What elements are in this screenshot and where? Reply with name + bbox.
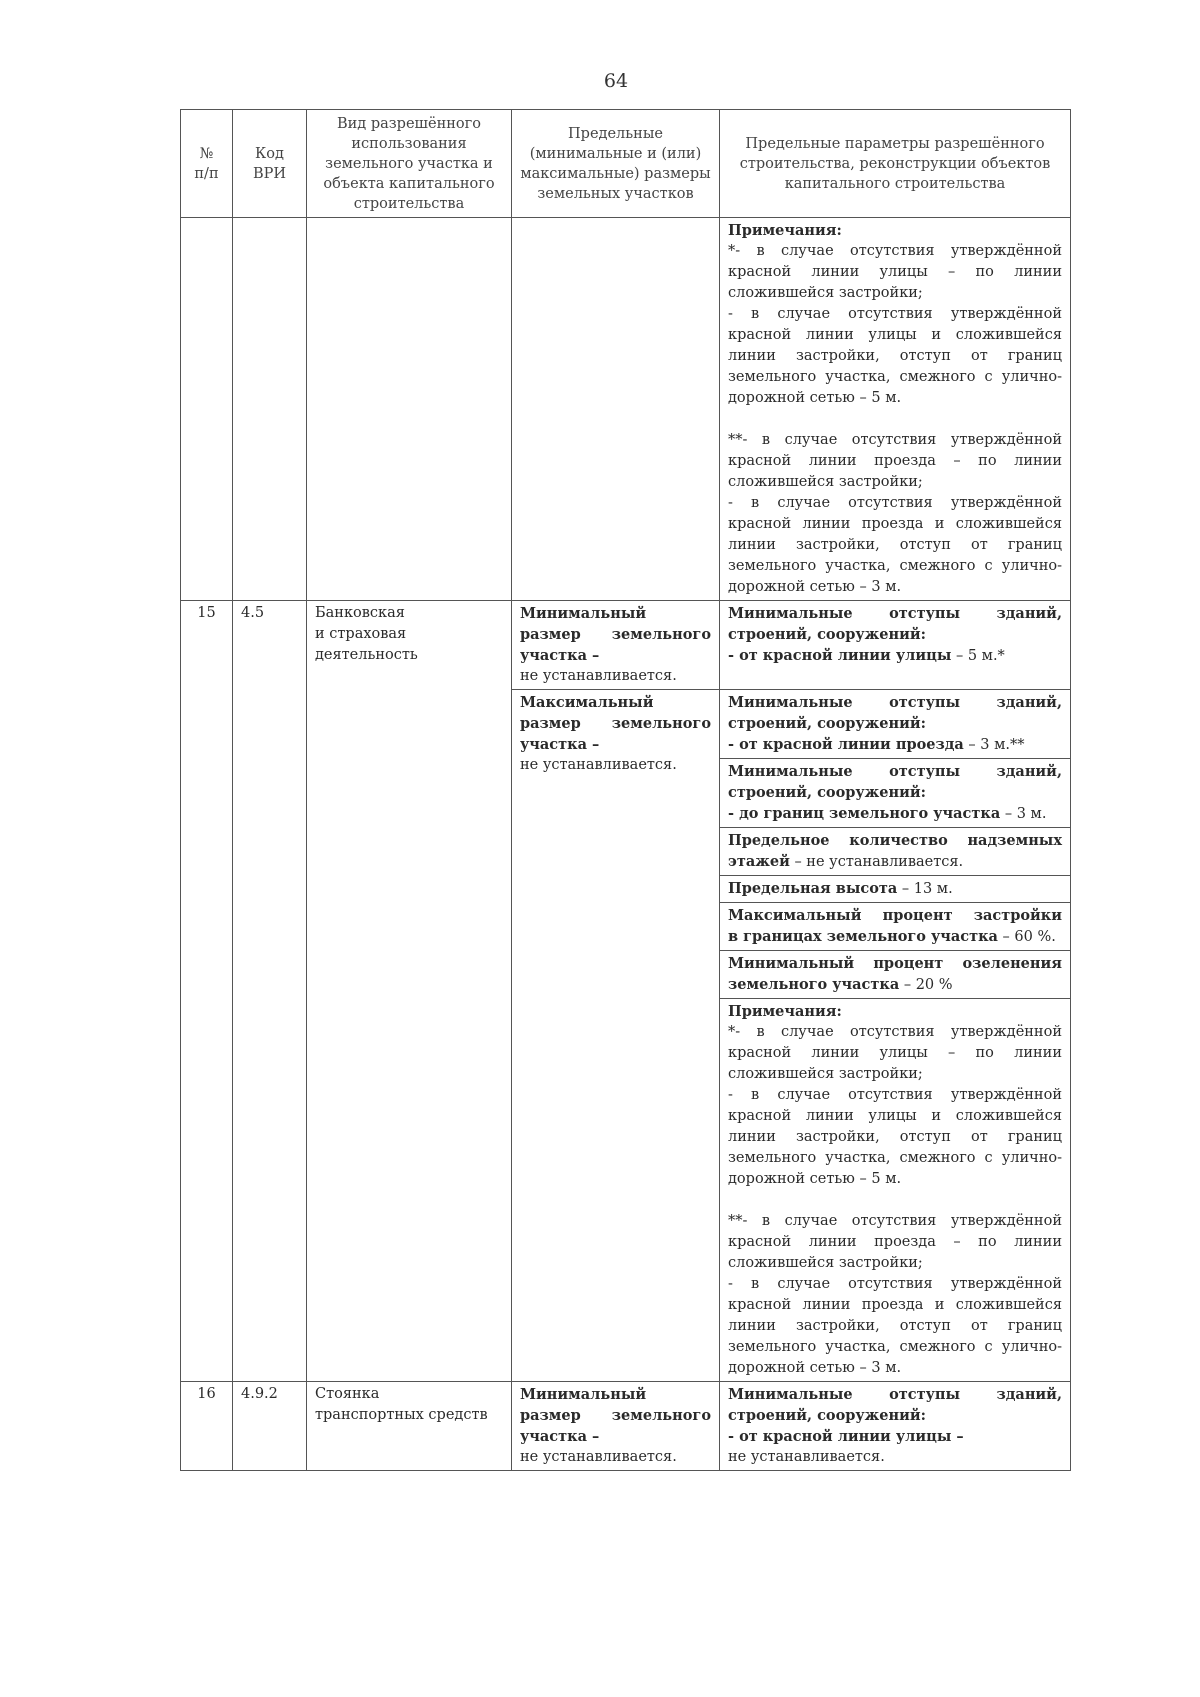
param-setback-driveway: Минимальные отступы зданий, строений, сооружений: - от красной линии проезда – 3 м.** [720, 690, 1071, 759]
header-code: Код ВРИ [233, 110, 307, 218]
min-size-cell: Минимальный размер земельного участка – не устанавливается. [512, 1382, 720, 1471]
table-row [181, 218, 1071, 601]
notes-title: Примечания: [728, 1003, 842, 1020]
param-green-percent: Минимальный процент озеленения земельного участка – 20 % [720, 951, 1071, 999]
page-number: 64 [603, 70, 629, 92]
table-row [181, 601, 1071, 690]
header-params: Предельные параметры разрешённого строительства, реконструкции объектов капитального строительства [720, 110, 1071, 218]
table-row [181, 1382, 1071, 1471]
row-num: 16 [181, 1382, 233, 1471]
table-header-row [181, 110, 1071, 218]
param-build-percent: Максимальный процент застройки в границах земельного участка – 60 %. [720, 903, 1071, 951]
row-kind: Стоянка транспортных средств [307, 1382, 512, 1471]
min-size-cell: Минимальный размер земельного участка – не устанавливается. [512, 601, 720, 690]
row-kind: Банковская и страховая деятельность [307, 601, 512, 1382]
param-setback-street: Минимальные отступы зданий, строений, сооружений: - от красной линии улицы – 5 м.* [720, 601, 1071, 690]
row-code: 4.5 [233, 601, 307, 1382]
header-num: № п/п [181, 110, 233, 218]
notes-cell: Примечания: *- в случае отсутствия утверждённой красной линии улицы – по линии сложившейся застройки; - в случае отсутствия утверждённой красной линии улицы и сложившейся линии застройки, отступ от границ земельного участка, смежного с улично- дорожной сетью – 5 м. **- в случае отсутствия утверждённой красной линии проезда – по линии сложившейся застройки; - в случае отсутствия утверждённой красной линии проезда и сложившейся линии застройки, отступ от границ земельного участка, смежного с улично- дорожной сетью – 3 м. [720, 218, 1071, 601]
notes-cell: Примечания: *- в случае отсутствия утверждённой красной линии улицы – по линии сложившейся застройки; - в случае отсутствия утверждённой красной линии улицы и сложившейся линии застройки, отступ от границ земельного участка, смежного с улично- дорожной сетью – 5 м. **- в случае отсутствия утверждённой красной линии проезда – по линии сложившейся застройки; - в случае отсутствия утверждённой красной линии проезда и сложившейся линии застройки, отступ от границ земельного участка, смежного с улично- дорожной сетью – 3 м. [720, 999, 1071, 1382]
notes-title: Примечания: [728, 222, 842, 239]
header-kind: Вид разрешённого использования земельного участка и объекта капитального строительства [307, 110, 512, 218]
max-size-cell: Максимальный размер земельного участка – не устанавливается. [512, 690, 720, 1382]
regulations-table [180, 109, 1071, 1471]
row-code: 4.9.2 [233, 1382, 307, 1471]
param-floors: Предельное количество надземных этажей – не устанавливается. [720, 828, 1071, 876]
header-sizes: Предельные (минимальные и (или) максимальные) размеры земельных участков [512, 110, 720, 218]
param-setback-boundary: Минимальные отступы зданий, строений, сооружений: - до границ земельного участка – 3 м. [720, 759, 1071, 828]
param-height: Предельная высота – 13 м. [720, 876, 1071, 903]
row-num: 15 [181, 601, 233, 1382]
param-setback-street: Минимальные отступы зданий, строений, сооружений: - от красной линии улицы – не устанавливается. [720, 1382, 1071, 1471]
